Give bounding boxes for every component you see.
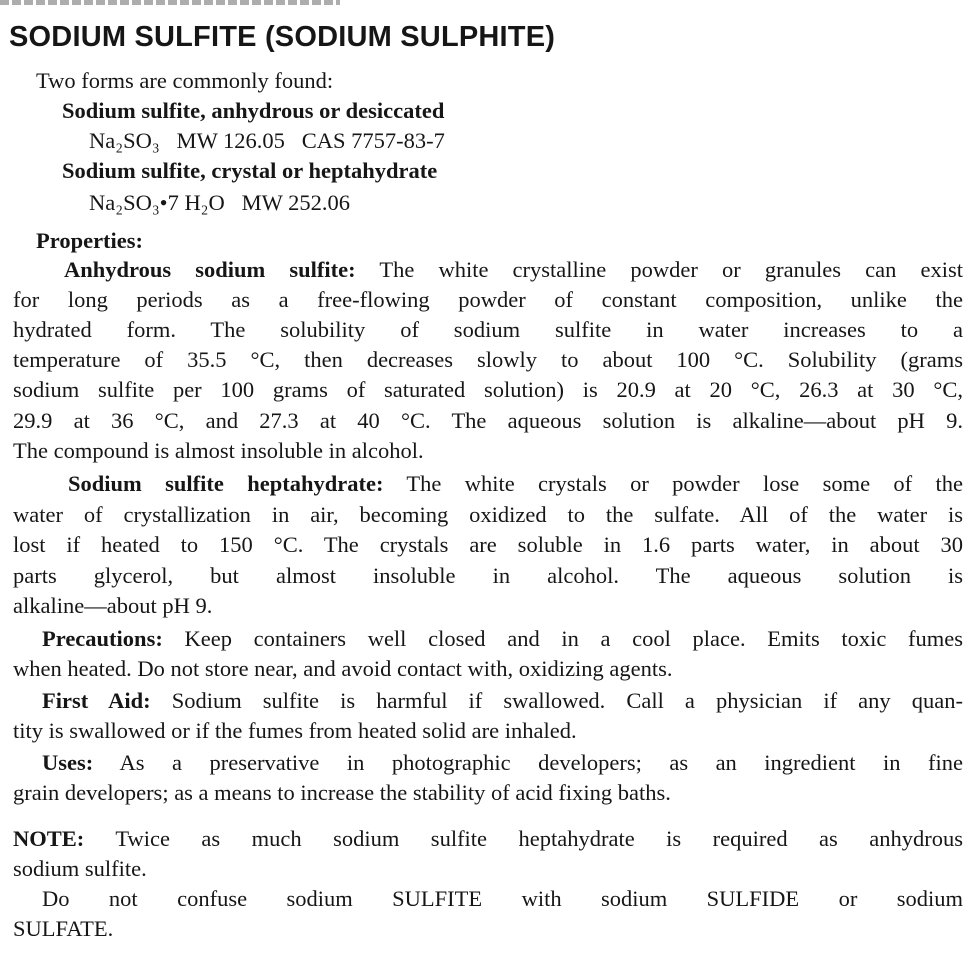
first-aid-line-1: First Aid: Sodium sulfite is harmful if swallowed. Call a physician if any quan- xyxy=(42,688,963,713)
intro-text: Two forms are commonly found: xyxy=(36,68,334,93)
first-aid-line-2: tity is swallowed or if the fumes from heated solid are inhaled. xyxy=(13,718,577,743)
precautions-label: Precautions: xyxy=(42,626,163,651)
anhydrous-line-5: sodium sulfite per 100 grams of saturated solution) is 20.9 at 20 °C, 26.3 at 30 °C, xyxy=(13,377,963,402)
anhydrous-line-4: temperature of 35.5 °C, then decreases slowly to about 100 °C. Solubility (grams xyxy=(13,347,963,372)
anhydrous-line-1: Anhydrous sodium sulfite: The white crystalline powder or granules can exist xyxy=(64,257,963,282)
form-heptahydrate-formula: Na₂SO₃•7 H₂O MW 252.06 xyxy=(89,190,350,215)
note-line-2: sodium sulfite. xyxy=(13,856,147,881)
precautions-line-1: Precautions: Keep containers well closed and in a cool place. Emits toxic fumes xyxy=(42,626,963,651)
page-title: SODIUM SULFITE (SODIUM SULPHITE) xyxy=(9,21,556,53)
form-heptahydrate-name: Sodium sulfite, crystal or heptahydrate xyxy=(62,158,438,183)
heptahydrate-line-2: water of crystallization in air, becoming oxidized to the sulfate. All of the water is xyxy=(13,502,963,527)
anhydrous-line-3: hydrated form. The solubility of sodium sulfite in water increases to a xyxy=(13,317,963,342)
confuse-line-2: SULFATE. xyxy=(13,916,114,941)
uses-line-2: grain developers; as a means to increase the stability of acid fixing baths. xyxy=(13,780,671,805)
heptahydrate-line-5: alkaline—about pH 9. xyxy=(13,593,213,618)
heptahydrate-line-1: Sodium sulfite heptahydrate: The white crystals or powder lose some of the xyxy=(68,471,963,496)
uses-label: Uses: xyxy=(42,750,94,775)
precautions-line-2: when heated. Do not store near, and avoid contact with, oxidizing agents. xyxy=(13,656,673,681)
heptahydrate-label: Sodium sulfite heptahydrate: xyxy=(68,471,384,496)
note-line-1: NOTE: Twice as much sodium sulfite heptahydrate is required as anhydrous xyxy=(13,826,963,851)
heptahydrate-line-3: lost if heated to 150 °C. The crystals are soluble in 1.6 parts water, in about 30 xyxy=(13,532,963,557)
form-anhydrous-formula: Na₂SO₃ MW 126.05 CAS 7757-83-7 xyxy=(89,128,445,153)
uses-line-1: Uses: As a preservative in photographic developers; as an ingredient in fine xyxy=(42,750,963,775)
anhydrous-line-2: for long periods as a free-flowing powder of constant composition, unlike the xyxy=(13,287,963,312)
confuse-line-1: Do not confuse sodium SULFITE with sodium SULFIDE or sodium xyxy=(42,886,963,911)
heptahydrate-line-4: parts glycerol, but almost insoluble in alcohol. The aqueous solution is xyxy=(13,563,963,588)
anhydrous-line-7: The compound is almost insoluble in alcohol. xyxy=(13,438,424,463)
properties-heading: Properties: xyxy=(36,228,144,253)
note-label: NOTE: xyxy=(13,826,85,851)
form-anhydrous-name: Sodium sulfite, anhydrous or desiccated xyxy=(62,98,445,123)
anhydrous-label: Anhydrous sodium sulfite: xyxy=(64,257,356,282)
header-rule xyxy=(0,0,340,5)
anhydrous-line-6: 29.9 at 36 °C, and 27.3 at 40 °C. The aqueous solution is alkaline—about pH 9. xyxy=(13,408,963,433)
first-aid-label: First Aid: xyxy=(42,688,151,713)
